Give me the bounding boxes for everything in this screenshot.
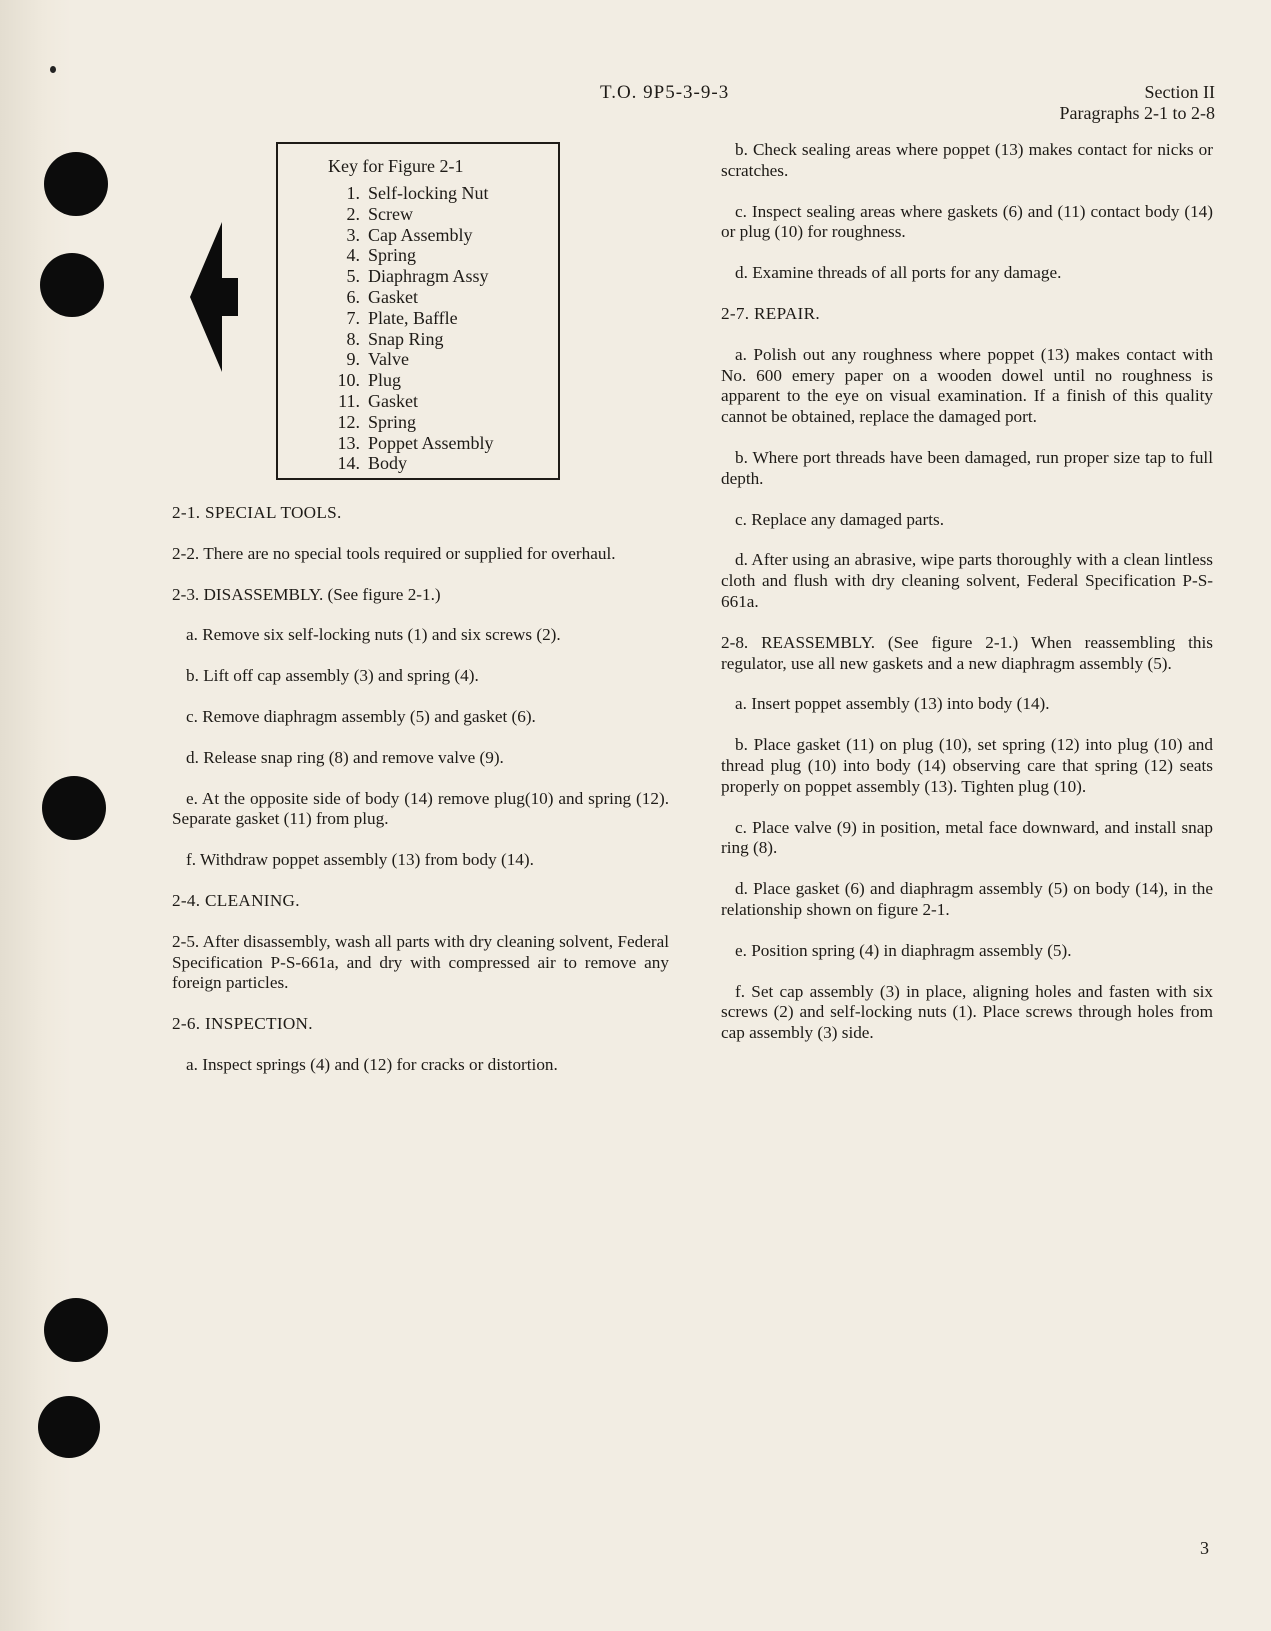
key-item-label: Gasket xyxy=(368,286,418,307)
figure-key xyxy=(276,142,560,480)
left-text-column xyxy=(172,503,669,1096)
key-item xyxy=(328,453,558,474)
key-item-label: Self-locking Nut xyxy=(368,183,489,203)
step-paragraph: c. Replace any damaged parts. xyxy=(735,509,945,529)
key-item-label: Valve xyxy=(368,349,409,370)
step-paragraph: b. Check sealing areas where poppet (13) makes contact for nicks or scratches. xyxy=(721,140,1213,180)
key-item-label: Screw xyxy=(368,203,413,224)
key-item-number: 11. xyxy=(338,390,360,411)
key-item-number: 9. xyxy=(346,349,360,370)
paragraph-range: Paragraphs 2-1 to 2-8 xyxy=(1059,103,1215,123)
key-item xyxy=(328,349,558,370)
key-item xyxy=(328,266,558,287)
key-item xyxy=(328,245,558,266)
key-item-number: 3. xyxy=(346,224,360,245)
key-item xyxy=(328,225,558,246)
key-item xyxy=(328,183,558,204)
key-item-number: 6. xyxy=(346,286,360,307)
step-paragraph: b. Lift off cap assembly (3) and spring (4). xyxy=(186,666,479,686)
binder-hole xyxy=(44,1298,108,1362)
key-item xyxy=(328,204,558,225)
key-item-number: 1. xyxy=(346,183,360,203)
key-item-label: Diaphragm Assy xyxy=(368,266,489,287)
step-paragraph: a. Inspect springs (4) and (12) for cracks or distortion. xyxy=(186,1054,558,1074)
step-paragraph: f. Set cap assembly (3) in place, aligning holes and fasten with six screws (2) and self-locking nuts (1). Place screws through holes from cap assembly (3) side. xyxy=(721,981,1213,1043)
key-item-number: 4. xyxy=(346,245,360,266)
binder-hole xyxy=(40,253,104,317)
step-paragraph: a. Remove six self-locking nuts (1) and six screws (2). xyxy=(186,625,561,645)
right-text-column xyxy=(721,140,1213,1064)
key-item-label: Poppet Assembly xyxy=(368,432,494,453)
key-item-number: 8. xyxy=(346,328,360,349)
key-item-number: 5. xyxy=(346,266,360,287)
binder-hole xyxy=(38,1396,100,1458)
paragraph-heading: 2-1. SPECIAL TOOLS. xyxy=(172,503,342,522)
key-item-number: 7. xyxy=(346,307,360,328)
section-heading xyxy=(1060,82,1215,124)
key-item xyxy=(328,433,558,454)
key-item xyxy=(328,370,558,391)
body-paragraph: 2-3. DISASSEMBLY. (See figure 2-1.) xyxy=(172,584,441,604)
step-paragraph: d. Examine threads of all ports for any damage. xyxy=(735,263,1062,283)
key-item-label: Plate, Baffle xyxy=(368,307,458,328)
key-item-number: 13. xyxy=(337,432,360,453)
step-paragraph: c. Place valve (9) in position, metal face downward, and install snap ring (8). xyxy=(721,817,1213,858)
step-paragraph: f. Withdraw poppet assembly (13) from body (14). xyxy=(186,850,534,870)
body-paragraph: 2-2. There are no special tools required or supplied for overhaul. xyxy=(172,543,616,563)
ink-speck xyxy=(50,66,56,73)
key-item-number: 12. xyxy=(337,411,360,432)
key-item-label: Snap Ring xyxy=(368,328,444,349)
step-paragraph: c. Remove diaphragm assembly (5) and gasket (6). xyxy=(186,706,536,726)
step-paragraph: d. Place gasket (6) and diaphragm assembly (5) on body (14), in the relationship shown on figure 2-1. xyxy=(721,879,1213,919)
key-item-label: Plug xyxy=(368,370,402,391)
figure-key-list xyxy=(328,183,558,474)
key-item-number: 2. xyxy=(346,203,360,224)
key-item-label: Gasket xyxy=(368,390,418,411)
key-item xyxy=(328,287,558,308)
step-paragraph: c. Inspect sealing areas where gaskets (6) and (11) contact body (14) or plug (10) for roughness. xyxy=(721,201,1213,242)
step-paragraph: a. Insert poppet assembly (13) into body (14). xyxy=(735,694,1050,714)
body-paragraph: 2-8. REASSEMBLY. (See figure 2-1.) When reassembling this regulator, use all new gaskets and a new diaphragm assembly (5). xyxy=(721,632,1213,673)
key-item-label: Cap Assembly xyxy=(368,224,473,245)
figure-key-title: Key for Figure 2-1 xyxy=(328,156,464,176)
key-item xyxy=(328,412,558,433)
binder-hole xyxy=(42,776,106,840)
step-paragraph: b. Where port threads have been damaged, run proper size tap to full depth. xyxy=(721,447,1213,488)
key-item-label: Spring xyxy=(368,245,417,266)
key-item-label: Spring xyxy=(368,411,417,432)
step-paragraph: e. At the opposite side of body (14) remove plug(10) and spring (12). Separate gasket (11) from plug. xyxy=(172,788,669,829)
key-item xyxy=(328,329,558,350)
key-item-number: 14. xyxy=(337,453,360,474)
paragraph-heading: 2-7. REPAIR. xyxy=(721,303,820,323)
page-number: 3 xyxy=(1200,1538,1209,1558)
key-item-label: Body xyxy=(368,453,408,474)
binder-hole xyxy=(44,152,108,216)
document-number: T.O. 9P5-3-9-3 xyxy=(600,82,730,103)
paragraph-heading: 2-4. CLEANING. xyxy=(172,890,300,910)
key-item-number: 10. xyxy=(337,370,360,391)
paragraph-heading: 2-6. INSPECTION. xyxy=(172,1014,313,1034)
step-paragraph: d. After using an abrasive, wipe parts thoroughly with a clean lintless cloth and flush with dry cleaning solvent, Federal Specification P-S-661a. xyxy=(721,550,1213,611)
key-item xyxy=(328,391,558,412)
left-arrow-icon xyxy=(190,222,238,372)
section-label: Section II xyxy=(1144,82,1215,102)
step-paragraph: e. Position spring (4) in diaphragm assembly (5). xyxy=(735,940,1072,960)
body-paragraph: 2-5. After disassembly, wash all parts with dry cleaning solvent, Federal Specification P-S-661a, and dry with compressed air to remove any foreign particles. xyxy=(172,931,669,993)
key-item xyxy=(328,308,558,329)
step-paragraph: b. Place gasket (11) on plug (10), set spring (12) into plug (10) and thread plug (10) into body (14) observing care that spring (12) seats properly on poppet assembly (13). Tighten plug (10). xyxy=(721,735,1213,796)
step-paragraph: d. Release snap ring (8) and remove valve (9). xyxy=(186,747,504,767)
step-paragraph: a. Polish out any roughness where poppet (13) makes contact with No. 600 emery paper on a wooden dowel until no roughness is apparent to the eye on visual examination. If a finish of this quality cannot be obtained, replace the damaged port. xyxy=(721,344,1213,427)
